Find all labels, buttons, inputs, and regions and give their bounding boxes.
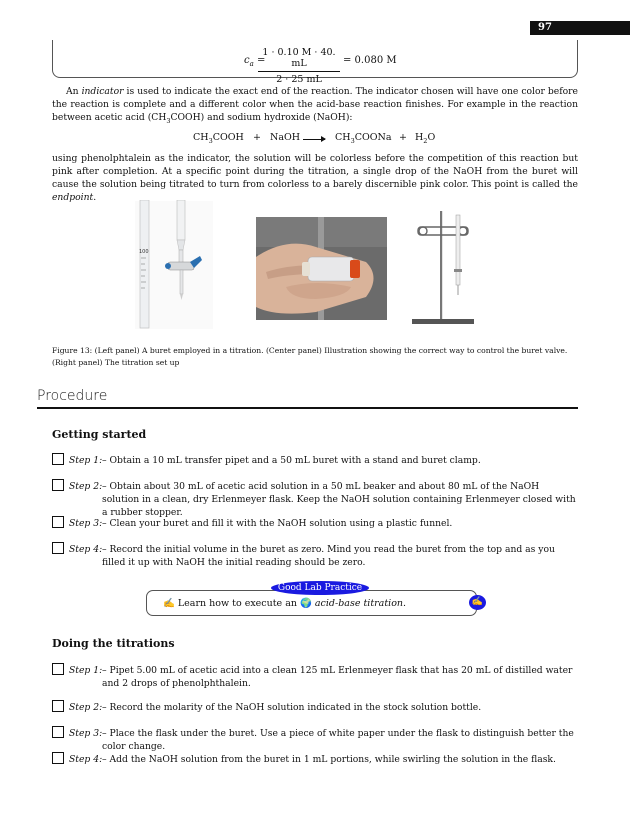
acid-base-titration-link[interactable]: acid-base titration. bbox=[314, 598, 407, 609]
subheading-getting-started: Getting started bbox=[52, 428, 147, 441]
reactant-naoh: NaOH bbox=[270, 132, 301, 143]
section-rule bbox=[37, 407, 578, 409]
equation-fraction bbox=[258, 47, 340, 85]
buret-scale-label: 100 bbox=[139, 249, 149, 255]
step-checkbox[interactable] bbox=[52, 542, 64, 554]
step-label: Step 3: bbox=[69, 728, 103, 739]
reaction-arrow-icon bbox=[303, 139, 325, 140]
step-label: Step 2: bbox=[69, 481, 103, 492]
step-checkbox[interactable] bbox=[52, 700, 64, 712]
subheading-doing-titrations: Doing the titrations bbox=[52, 637, 175, 650]
step-label: Step 2: bbox=[69, 702, 103, 713]
product-sodium-acetate: $CH_3COONa$ bbox=[335, 132, 392, 145]
step-checkbox[interactable] bbox=[52, 453, 64, 465]
step-text: – Clean your buret and fill it with the NaOH solution using a plastic funnel. bbox=[102, 518, 453, 529]
pencil-icon: ✍ bbox=[163, 598, 175, 609]
step-text: – Record the initial volume in the buret as zero. Mind you read the buret from the top and as you filled it up with NaOH the initial reading should be zero. bbox=[102, 544, 555, 568]
step-checkbox[interactable] bbox=[52, 752, 64, 764]
step-label: Step 1: bbox=[69, 665, 103, 676]
step-label: Step 3: bbox=[69, 518, 103, 529]
endpoint-paragraph: using phenolphtalein as the indicator, the solution will be colorless before the competition of this reaction but pink after completion. At a specific point during the titration, a single drop of the NaOH from the buret will cause the solution being titrated to turn from colorless to a barely discernible pink color. This point is called the endpoint. bbox=[52, 153, 578, 203]
equation-lhs: $c_a$ = bbox=[244, 55, 266, 68]
step-text: – Record the molarity of the NaOH solution indicated in the stock solution bottle. bbox=[102, 702, 482, 713]
step-label: Step 4: bbox=[69, 754, 103, 765]
step-text: – Add the NaOH solution from the buret in 1 mL portions, while swirling the solution in the flask. bbox=[102, 754, 556, 765]
page-number: 97 bbox=[538, 22, 552, 33]
equation-numerator: 1 · 0.10 M · 40. mL bbox=[258, 47, 340, 72]
indicator-paragraph: An indicator is used to indicate the exact end of the reaction. The indicator chosen will have one color before the reaction is complete and a different color when the acid-base reaction finishes. For example in the reaction between acetic acid $(CH_3COOH)$ and sodium hydroxide (NaOH): bbox=[52, 86, 578, 125]
globe-icon: 🌍 bbox=[300, 598, 312, 609]
step-text: – Obtain a 10 mL transfer pipet and a 50 mL buret with a stand and buret clamp. bbox=[102, 455, 481, 466]
buret-tube-right bbox=[177, 200, 185, 240]
step-checkbox[interactable] bbox=[52, 479, 64, 491]
figure-caption: Figure 13: (Left panel) A buret employed in a titration. (Center panel) Illustration showing the correct way to control the buret valve. (Right panel) The titration set up bbox=[52, 346, 568, 367]
plus-sign: + bbox=[399, 132, 407, 143]
buret-figure bbox=[134, 200, 214, 330]
step-label: Step 1: bbox=[69, 455, 103, 466]
stand-base bbox=[412, 319, 474, 324]
step-checkbox[interactable] bbox=[52, 663, 64, 675]
plus-sign: + bbox=[253, 132, 261, 143]
step-text: – Pipet 5.00 mL of acetic acid into a clean 125 mL Erlenmeyer flask that has 20 mL of distilled water and 2 drops of phenolphthalein. bbox=[102, 665, 573, 689]
equation-result: = 0.080 M bbox=[343, 55, 397, 66]
buret-valve-photo bbox=[256, 217, 387, 320]
pencil-icon: ✍ bbox=[471, 597, 484, 607]
step-text: – Obtain about 30 mL of acetic acid solution in a 50 mL beaker and about 80 mL of the NaOH solution in a clean, dry Erlenmeyer flask. Keep the NaOH solution containing Erlenmeyer closed with a rubber stopper. bbox=[102, 481, 576, 518]
equation-denominator: 2 · 25 mL bbox=[276, 74, 322, 85]
reactant-acetic-acid: $CH_3COOH$ bbox=[193, 132, 244, 145]
section-title-procedure: Procedure bbox=[37, 388, 108, 404]
step-label: Step 4: bbox=[69, 544, 103, 555]
good-lab-practice-tab: Good Lab Practice bbox=[271, 581, 369, 595]
edit-note-button[interactable] bbox=[469, 595, 486, 610]
page-header bbox=[0, 21, 630, 35]
stopcock-icon bbox=[308, 257, 354, 281]
step-checkbox[interactable] bbox=[52, 516, 64, 528]
step-checkbox[interactable] bbox=[52, 726, 64, 738]
titration-setup-figure bbox=[410, 207, 476, 325]
product-water: $H_2O$ bbox=[415, 132, 436, 145]
step-text: – Place the flask under the buret. Use a piece of white paper under the flask to distinguish better the color change. bbox=[102, 728, 574, 752]
setup-buret bbox=[456, 215, 460, 285]
good-lab-practice-text: ✍ Learn how to execute an 🌍 acid-base titration. bbox=[163, 598, 407, 609]
stopcock-body bbox=[168, 262, 194, 270]
